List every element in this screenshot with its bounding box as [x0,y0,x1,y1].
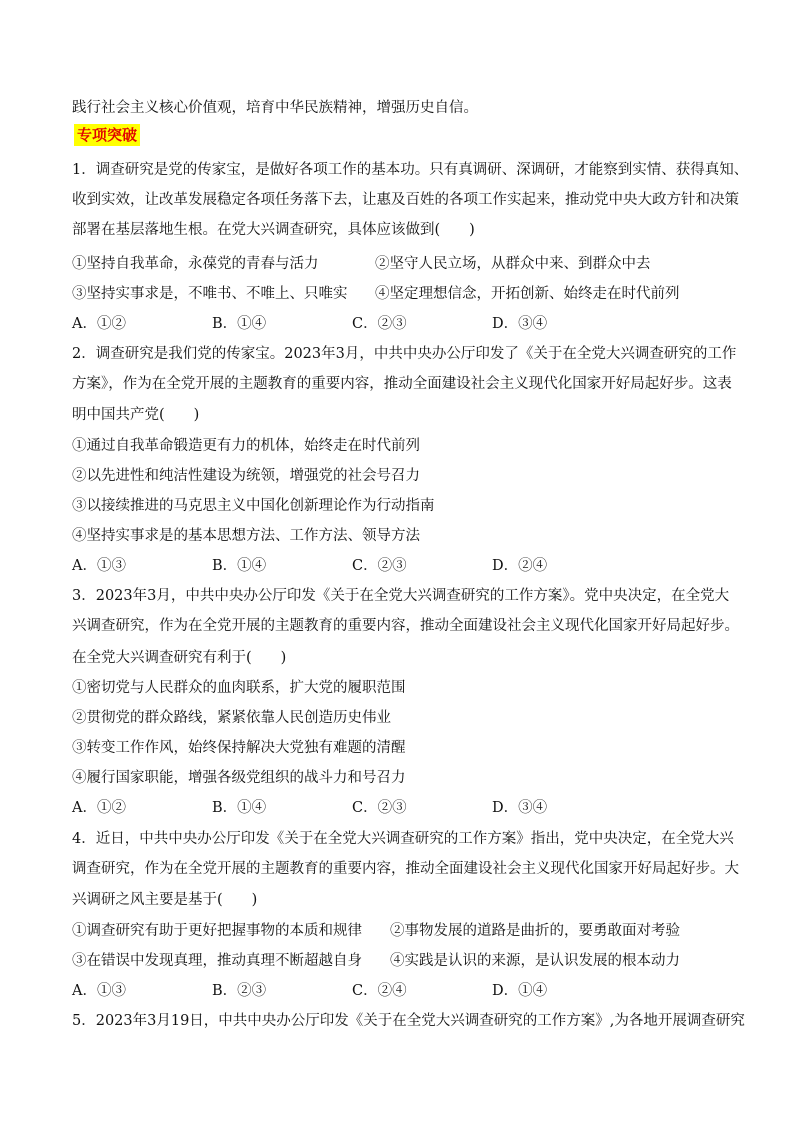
q4-choice-2: ②事物发展的道路是曲折的，要勇敢面对考验 [390,923,680,939]
q3-stem-line-3: 在全党大兴调查研究有利于( ) [72,650,287,666]
q1-stem-line-3: 部署在基层落地生根。在党大兴调查研究，具体应该做到( ) [72,222,475,238]
q2-choice-4: ④坚持实事求是的基本思想方法、工作方法、领导方法 [72,528,420,544]
q1-choice-2: ②坚守人民立场，从群众中来、到群众中去 [375,256,651,272]
q4-stem-line-1: 4．近日，中共中央办公厅印发《关于在全党大兴调查研究的工作方案》指出，党中央决定，在全党大兴 [72,831,734,847]
q1-stem-line-1: 1．调查研究是党的传家宝，是做好各项工作的基本功。只有真调研、深调研，才能察到实情、获得真知、 [72,162,749,178]
q2-choice-1: ①通过自我革命锻造更有力的机体，始终走在时代前列 [72,438,420,454]
q1-stem-line-2: 收到实效，让改革发展稳定各项任务落下去，让惠及百姓的各项工作实起来，推动党中央大政方针和决策 [72,192,739,208]
q3-stem-line-1: 3．2023年3月，中共中央办公厅印发《关于在全党大兴调查研究的工作方案》。党中央决定，在全党大 [72,588,730,604]
q2-choice-3: ③以接续推进的马克思主义中国化创新理论作为行动指南 [72,498,435,514]
q1-option-a[interactable]: A．①② [72,316,126,332]
q4-stem-line-2: 调查研究，作为在全党开展的主题教育的重要内容，推动全面建设社会主义现代化国家开好局起好步。大 [72,861,739,877]
q2-stem-line-1: 2．调查研究是我们党的传家宝。2023年3月，中共中央办公厅印发了《关于在全党大兴调查研究的工作 [72,346,737,362]
q2-option-b[interactable]: B．①④ [212,558,267,574]
q1-option-d[interactable]: D．③④ [492,316,548,332]
q2-option-c[interactable]: C．②③ [352,558,407,574]
intro-text: 践行社会主义核心价值观，培育中华民族精神，增强历史自信。 [72,100,478,116]
q3-stem-line-2: 兴调查研究，作为在全党开展的主题教育的重要内容，推动全面建设社会主义现代化国家开好局起好步。 [72,618,739,634]
q1-option-b[interactable]: B．①④ [212,316,267,332]
q2-option-d[interactable]: D．②④ [492,558,548,574]
q5-stem-line-1: 5．2023年3月19日，中共中央办公厅印发《关于在全党大兴调查研究的工作方案》,为各地开展调查研究 [72,1013,745,1029]
q3-option-c[interactable]: C．②③ [352,800,407,816]
q1-option-c[interactable]: C．②③ [352,316,407,332]
q1-choice-3: ③坚持实事求是，不唯书、不唯上、只唯实 [72,286,348,302]
q4-stem-line-3: 兴调研之风主要是基于( ) [72,892,258,908]
q3-choice-1: ①密切党与人民群众的血肉联系，扩大党的履职范围 [72,680,406,696]
q1-choice-4: ④坚定理想信念，开拓创新、始终走在时代前列 [375,286,680,302]
q3-option-d[interactable]: D．③④ [492,800,548,816]
q4-option-c[interactable]: C．②④ [352,983,407,999]
q4-option-b[interactable]: B．②③ [212,983,267,999]
q3-choice-3: ③转变工作作风，始终保持解决大党独有难题的清醒 [72,740,406,756]
q3-option-a[interactable]: A．①② [72,800,126,816]
q4-choice-1: ①调查研究有助于更好把握事物的本质和规律 [72,923,362,939]
q4-option-d[interactable]: D．①④ [492,983,548,999]
q1-choice-1: ①坚持自我革命，永葆党的青春与活力 [72,256,319,272]
q2-stem-line-2: 方案》，作为在全党开展的主题教育的重要内容，推动全面建设社会主义现代化国家开好局起好步。这表 [72,376,732,392]
section-label: 专项突破 [74,124,140,146]
q4-choice-4: ④实践是认识的来源，是认识发展的根本动力 [390,953,680,969]
q2-choice-2: ②以先进性和纯洁性建设为统领，增强党的社会号召力 [72,468,420,484]
q4-option-a[interactable]: A．①③ [72,983,126,999]
q3-option-b[interactable]: B．①④ [212,800,267,816]
q2-stem-line-3: 明中国共产党( ) [72,407,200,423]
q3-choice-2: ②贯彻党的群众路线，紧紧依靠人民创造历史伟业 [72,710,391,726]
q2-option-a[interactable]: A．①③ [72,558,126,574]
q4-choice-3: ③在错误中发现真理，推动真理不断超越自身 [72,953,362,969]
q3-choice-4: ④履行国家职能，增强各级党组织的战斗力和号召力 [72,770,406,786]
